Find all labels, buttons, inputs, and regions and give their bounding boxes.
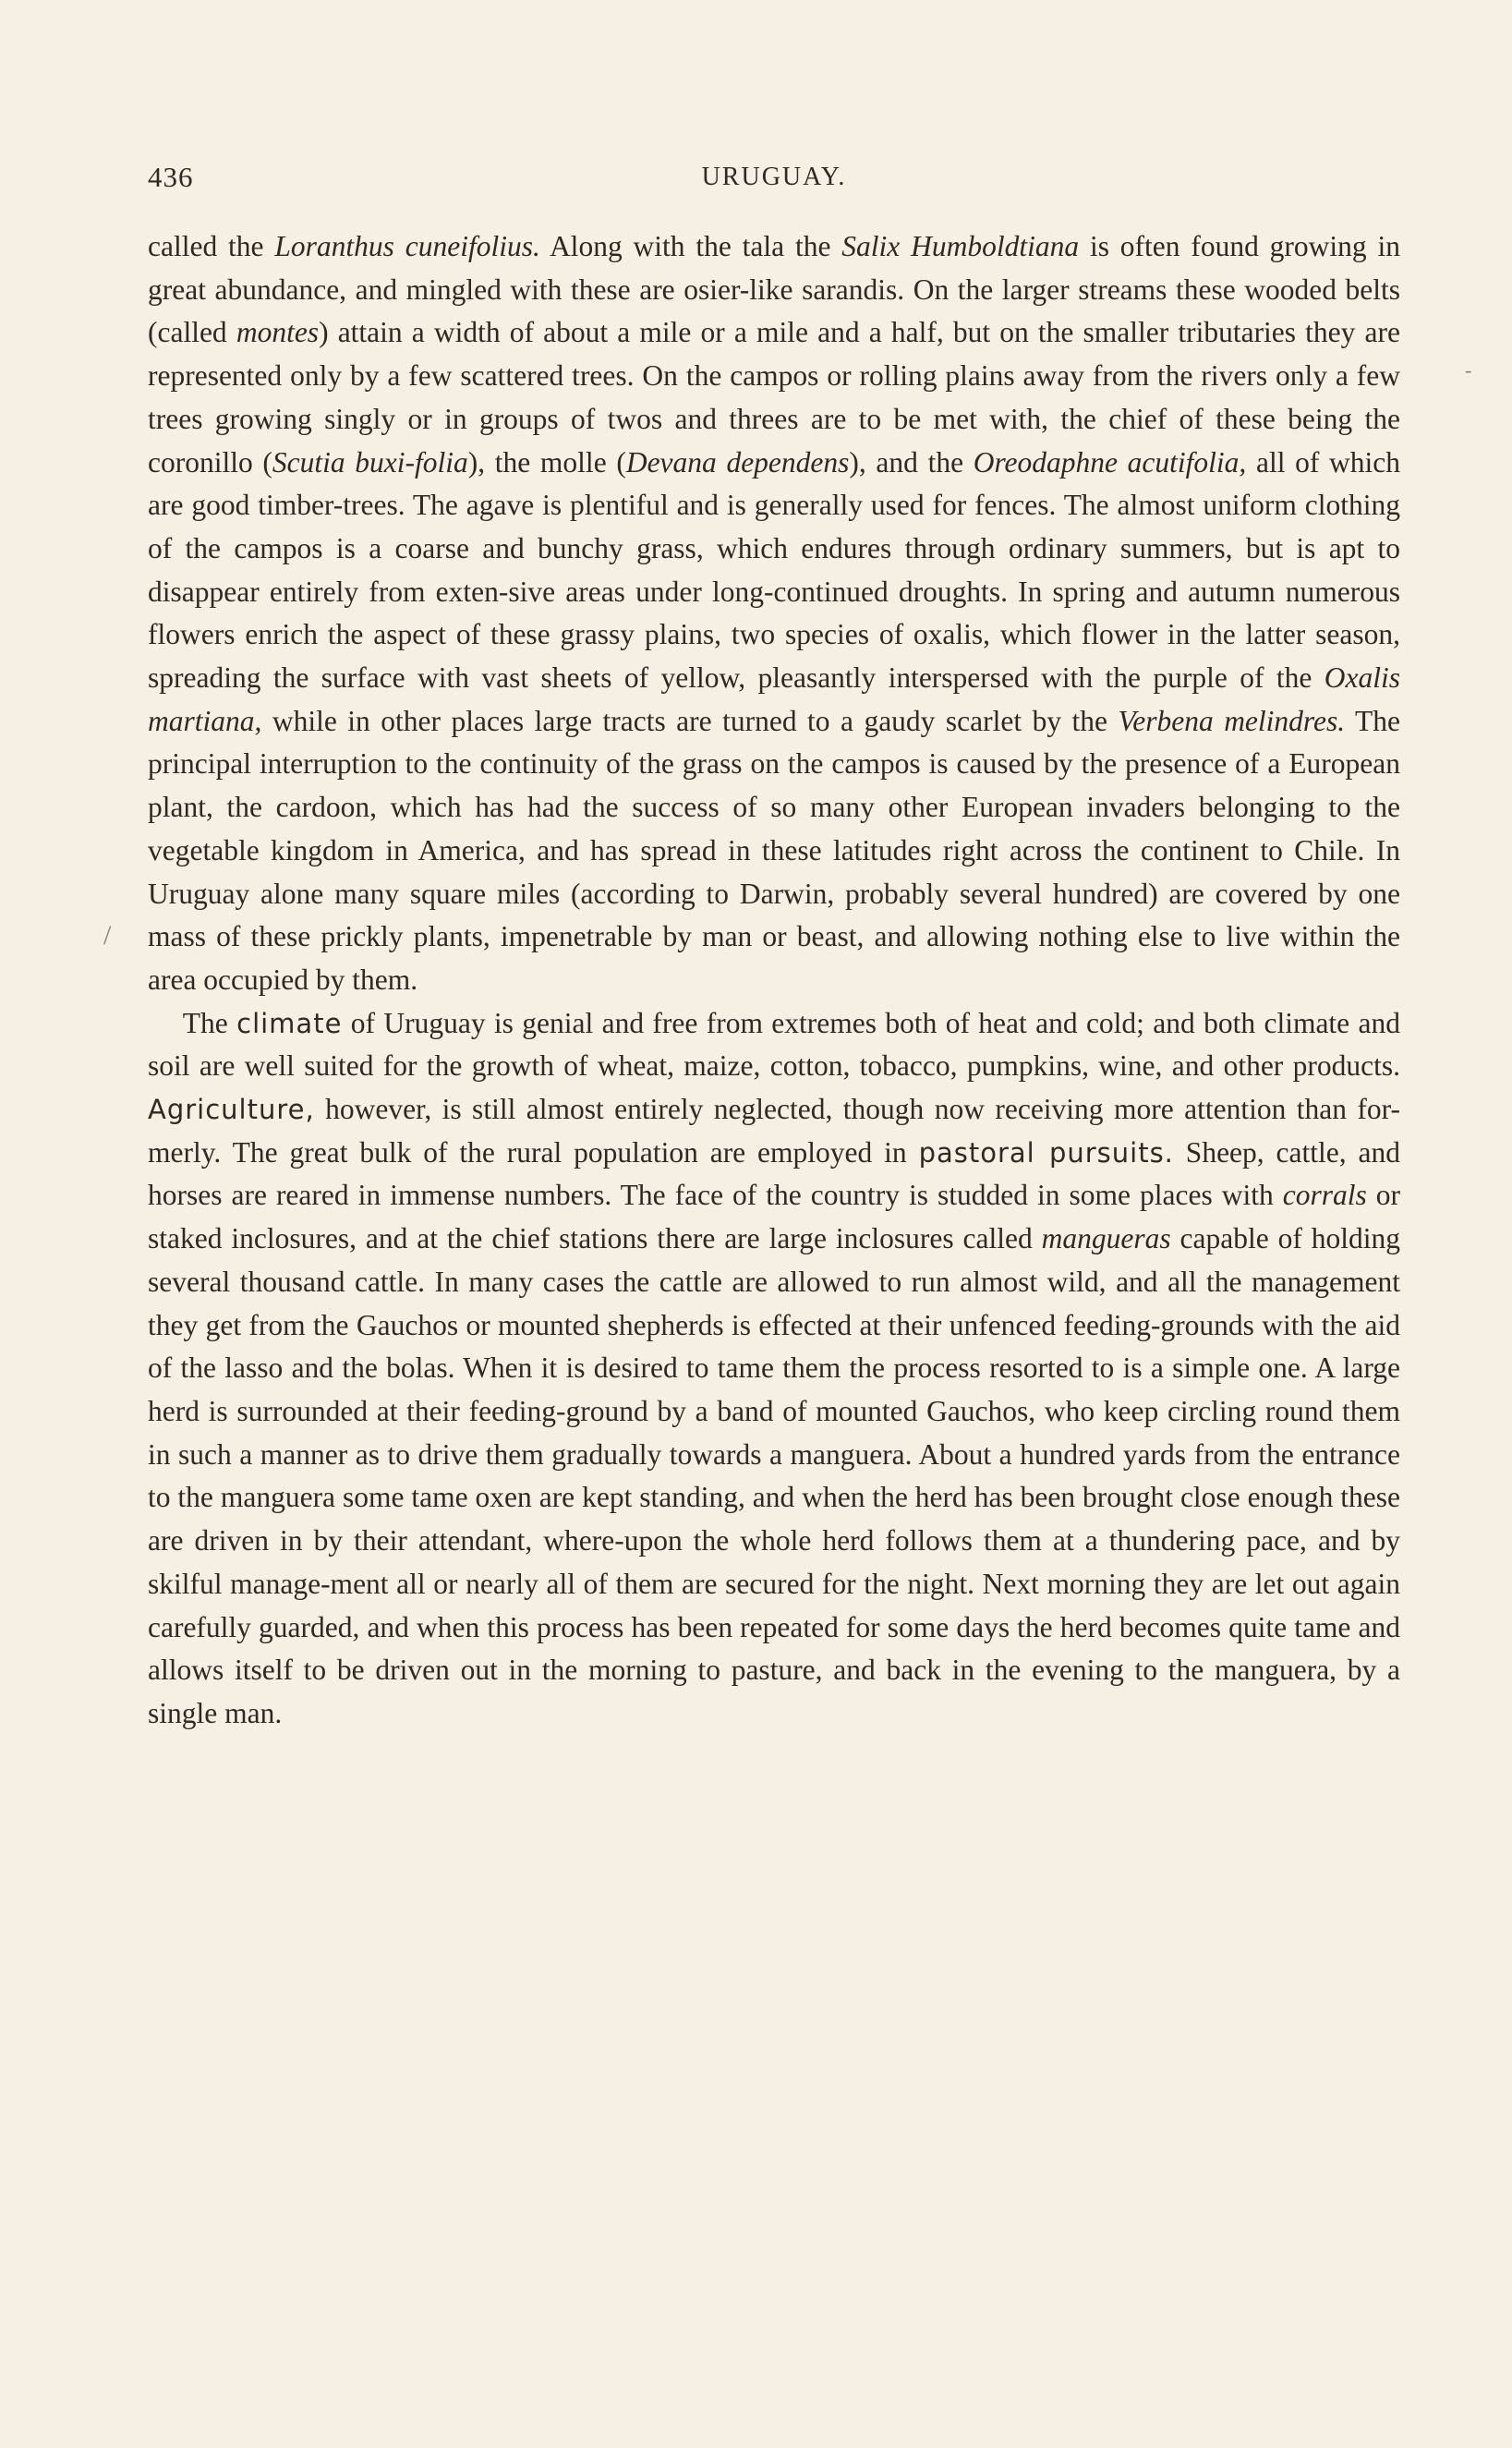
italic-term: Loranthus cuneifolius. (274, 230, 540, 262)
italic-term: mangueras (1041, 1222, 1171, 1255)
section-keyword: pastoral pursuits. (918, 1136, 1174, 1169)
italic-term: montes (236, 316, 320, 349)
italic-term: Oreodaphne acutifolia, (973, 445, 1247, 479)
text-run: ), the molle ( (467, 445, 626, 479)
text-run: The (182, 1006, 237, 1039)
text-run: ), and the (849, 445, 974, 479)
text-run: capable of holding several thousand cattle. In many cases the cattle are allowed to run almost wild, and all the management they get from the Gauchos or mounted shepherds is effected at their unfenced feeding-grounds with the aid of the lasso and the bolas. When it is desired to tame them the process resorted to is a simple one. A large herd is surrounded at their feeding-ground by a band of mounted Gauchos, who keep circling round them in such a manner as to drive them gradually towards a manguera. About a hundred yards from the entrance to the manguera some tame oxen are kept standing, and when the herd has been brought close enough these are driven in by their attendant, where-upon the whole herd follows them at a thundering pace, and by skilful manage-ment all or nearly all of them are secured for the night. Next morning they are let out again carefully guarded, and when this process has been repeated for some days the herd becomes quite tame and allows itself to be driven out in the morning to pasture, and back in the evening to the manguera, by a single man. (148, 1222, 1401, 1729)
text-run: Sheep, cattle, and horses are reared in immense numbers. The face of the country is studded in some places with (148, 1135, 1400, 1212)
italic-term: Salix Humboldtiana (841, 230, 1080, 262)
section-keyword: Agriculture, (148, 1094, 315, 1126)
paragraph (148, 225, 1400, 1002)
text-run: or staked inclosures, and at the chief stations there are large inclosures called (148, 1179, 1400, 1255)
text-run: is often found growing in great abundance, and mingled with these are osier-like sarandis. On the larger streams these wooded belts (called (148, 230, 1401, 349)
italic-term: Devana dependens (625, 445, 850, 479)
text-run: Along with the tala the (539, 230, 842, 262)
paragraph (148, 1002, 1400, 1736)
text-run: of Uruguay is genial and free from extremes both of heat and cold; and both climate and soil are well suited for the growth of wheat, maize, cotton, tobacco, pumpkins, wine, and other products. (148, 1006, 1400, 1083)
margin-dash-mark: - (1465, 358, 1472, 382)
running-head (148, 155, 1400, 200)
section-keyword: climate (236, 1007, 343, 1039)
text-run: ) attain a width of about a mile or a mile and a half, but on the smaller tributaries they are represented only by a few scattered trees. On the campos or rolling plains away from the rivers only a few trees growing singly or in groups of twos and threes are to be met with, the chief of these being the coronillo ( (148, 316, 1400, 479)
text-run: while in other places large tracts are turned to a gaudy scarlet by the (261, 704, 1119, 737)
running-title: URUGUAY. (701, 163, 847, 191)
text-run: The principal interruption to the continuity of the grass on the campos is caused by the presence of a European plant, the cardoon, which has had the success of so many other European invaders belonging to the vegetable kingdom in America, and has spread in these latitudes right across the continent to Chile. In Uruguay alone many square miles (according to Darwin, probably several hundred) are covered by one mass of these prickly plants, impenetrable by man or beast, and allowing nothing else to live within the area occupied by them. (148, 704, 1401, 996)
text-run: however, is still almost entirely neglected, though now receiving more attention than for-merly. The great bulk of the rural population are employed in (148, 1093, 1400, 1169)
margin-slash-mark: / (103, 920, 112, 951)
body-text (148, 225, 1400, 1736)
italic-term: corrals (1282, 1179, 1367, 1212)
book-page (148, 155, 1400, 1736)
italic-term: Scutia buxi-folia (272, 445, 468, 479)
italic-term: Verbena melindres. (1118, 704, 1346, 737)
text-run: called the (148, 230, 275, 262)
italic-term: Oxalis martiana, (148, 661, 1400, 737)
text-run: all of which are good timber-trees. The agave is plentiful and is generally used for fences. The almost uniform clothing of the campos is a coarse and bunchy grass, which endures through ordinary summers, but is apt to disappear entirely from exten-sive areas under long-continued droughts. In spring and autumn numerous flowers enrich the aspect of these grassy plains, two species of oxalis, which flower in the latter season, spreading the surface with vast sheets of yellow, pleasantly interspersed with the purple of the (148, 445, 1400, 695)
page-number: 436 (148, 161, 194, 193)
